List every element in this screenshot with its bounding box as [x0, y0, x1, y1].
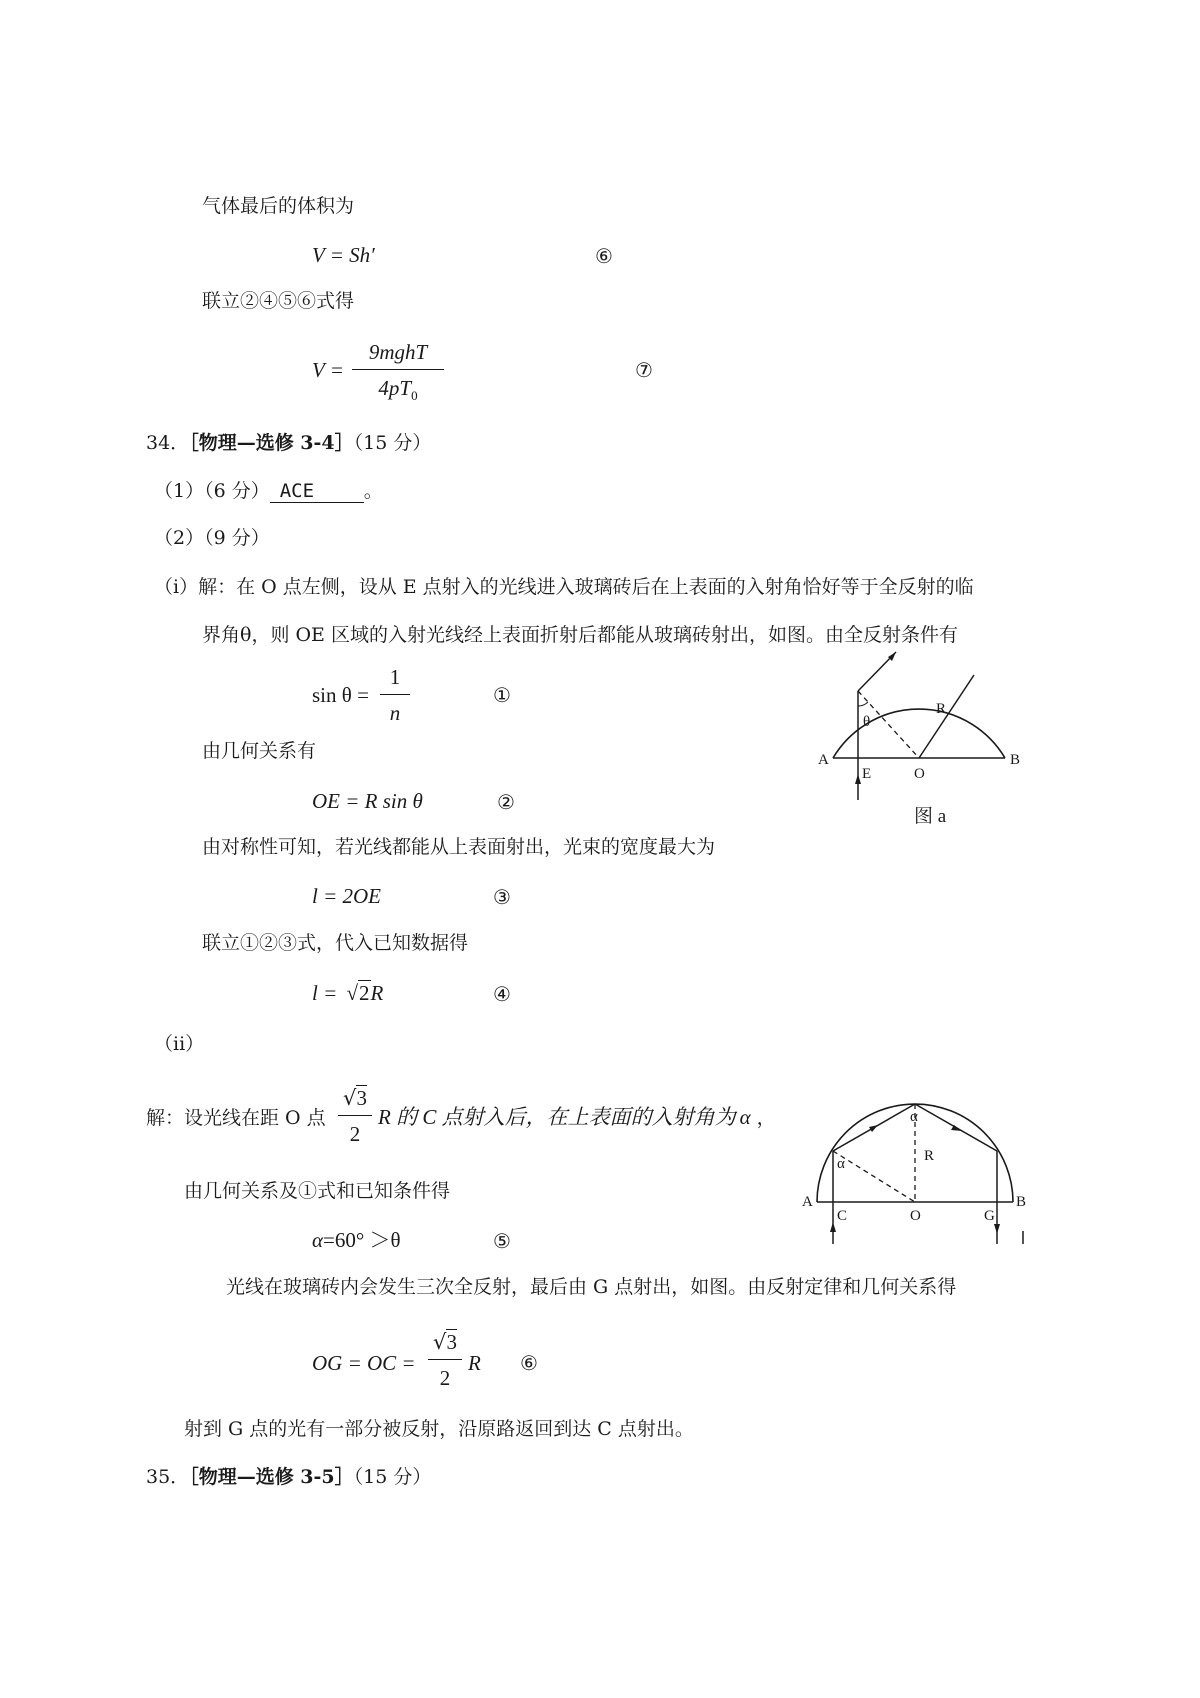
equation-mark: ③ — [493, 885, 511, 909]
label-C: C — [837, 1208, 848, 1224]
label-O: O — [910, 1208, 921, 1224]
label-B: B — [1016, 1194, 1027, 1210]
equation-4: l = √2R — [312, 981, 384, 1005]
equation-6-lhs: OG = OC = — [312, 1351, 416, 1375]
figure-a-semicircle-diagram — [818, 650, 1048, 825]
part-i-line-2: 界角θ，则 OE 区域的入射光线经上表面折射后都能从玻璃砖射出，如图。由全反射条件有 — [202, 624, 958, 646]
equation-6-fraction — [428, 1330, 462, 1391]
equation-2: OE = R sin θ — [312, 789, 423, 813]
equation-mark: ① — [493, 683, 511, 707]
part-ii-line-1b: R 的 C 点射入后，在上表面的入射角为 α ， — [378, 1105, 776, 1129]
label-R: R — [936, 701, 947, 717]
part-ii-line-1a: 解：设光线在距 O 点 — [146, 1107, 326, 1129]
equation-6-numerator: √3 — [428, 1330, 462, 1360]
label-A: A — [802, 1194, 813, 1210]
equation-mark: ② — [497, 790, 515, 814]
part-ii-line-3: 光线在玻璃砖内会发生三次全反射，最后由 G 点射出，如图。由反射定律和几何关系得 — [226, 1276, 957, 1298]
label-O: O — [914, 766, 925, 782]
sqrt-sign: √ — [346, 981, 359, 1005]
frac-denominator: 2 — [349, 1122, 361, 1146]
equation-mark: ⑥ — [520, 1351, 538, 1375]
part-i-line-1: （i）解：在 O 点左侧，设从 E 点射入的光线进入玻璃砖后在上表面的入射角恰好等于全反射的临 — [154, 576, 974, 598]
equation-1-fraction — [380, 665, 410, 726]
figure-a-caption: 图 a — [914, 806, 947, 827]
label-alpha-1: α — [837, 1156, 845, 1172]
equation-mark: ⑦ — [635, 358, 653, 382]
symmetry-text: 由对称性可知，若光线都能从上表面射出，光束的宽度最大为 — [202, 836, 716, 858]
equation-6-denominator: 2 — [439, 1366, 451, 1390]
sqrt3-numerator: √3 — [338, 1086, 372, 1116]
equation-mark: ④ — [493, 982, 511, 1006]
question-34-part2-header: （2）（9 分） — [154, 527, 270, 549]
equation-7-denominator: $4pT_0$ — [378, 376, 418, 404]
label-B: B — [1010, 752, 1021, 768]
equation-mark: ⑥ — [595, 244, 613, 268]
equation-5: α=60° ＞θ — [312, 1228, 401, 1252]
final-reflection-text: 射到 G 点的光有一部分被反射，沿原路返回到达 C 点射出。 — [184, 1418, 694, 1440]
equation-mark: ⑤ — [493, 1229, 511, 1253]
label-R: R — [924, 1148, 935, 1164]
equation-1-numerator: 1 — [380, 665, 410, 695]
question-34-part1: （1）（6 分） ACE 。 — [154, 480, 383, 502]
gas-intro-text: 气体最后的体积为 — [202, 195, 355, 217]
part1-answer-blank: ACE — [270, 482, 364, 503]
label-G: G — [984, 1208, 995, 1224]
label-A: A — [818, 752, 829, 768]
gas-combine-text: 联立②④⑤⑥式得 — [202, 290, 355, 312]
part-ii-header: （ii） — [154, 1033, 205, 1055]
combine-data-text: 联立①②③式，代入已知数据得 — [202, 932, 469, 954]
equation-7-numerator: 9mghT — [352, 340, 444, 370]
label-alpha-2: α — [910, 1109, 918, 1125]
equation-7-lhs: V = — [312, 358, 344, 382]
part-ii-line-2: 由几何关系及①式和已知条件得 — [184, 1180, 451, 1202]
equation-6-rest: R — [468, 1351, 481, 1375]
equation-1-lhs: sin θ = — [312, 683, 369, 707]
part-ii-sqrt3-over-2 — [338, 1086, 372, 1147]
question-34-title: 34．［物理—选修 3-4］（15 分） — [146, 432, 432, 454]
equation-6-gas: V = Sh′ — [312, 243, 375, 267]
geometry-relation-text: 由几何关系有 — [202, 740, 317, 762]
label-E: E — [862, 766, 872, 782]
equation-7-fraction — [352, 340, 444, 404]
question-35-title: 35．［物理—选修 3-5］（15 分） — [146, 1466, 432, 1488]
equation-3: l = 2OE — [312, 884, 381, 908]
label-theta: θ — [863, 714, 871, 730]
equation-1-denominator: n — [389, 701, 401, 725]
figure-b-semicircle-diagram — [802, 1094, 1032, 1249]
